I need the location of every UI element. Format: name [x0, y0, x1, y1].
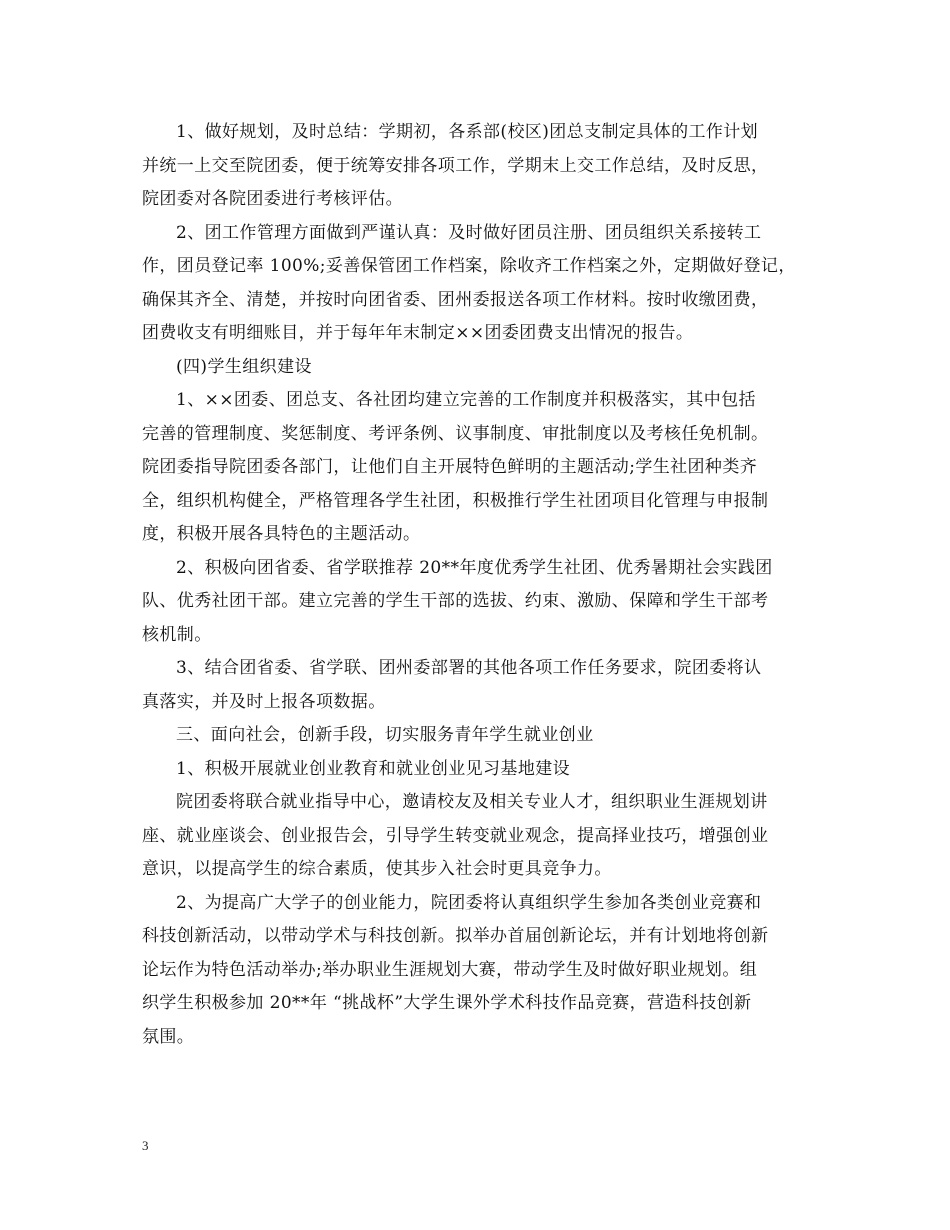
- text-line: 1、××团委、团总支、各社团均建立完善的工作制度并积极落实，其中包括: [176, 390, 756, 410]
- text-line: 科技创新活动，以带动学术与科技创新。拟举办首届创新论坛，并有计划地将创新: [142, 926, 769, 946]
- text-line: 完善的管理制度、奖惩制度、考评条例、议事制度、审批制度以及考核任免机制。: [142, 423, 769, 444]
- text-line: 院团委对各院团委进行考核评估。: [142, 189, 403, 209]
- text-line: 真落实，并及时上报各项数据。: [142, 691, 386, 712]
- text-line: 2、为提高广大学子的创业能力，院团委将认真组织学生参加各类创业竞赛和: [176, 892, 762, 913]
- paragraph: [142, 753, 810, 787]
- paragraph: [142, 351, 810, 385]
- text-line: 院团委指导院团委各部门，让他们自主开展特色鲜明的主题活动;学生社团种类齐: [142, 457, 758, 477]
- text-line: 氛围。: [142, 1026, 195, 1047]
- text-line: (四)学生组织建设: [176, 356, 312, 377]
- paragraph: [142, 217, 810, 351]
- text-line: 1、做好规划，及时总结：学期初，各系部(校区)团总支制定具体的工作计划: [176, 122, 759, 142]
- text-line: 团费收支有明细账目，并于每年年末制定××团委团费支出情况的报告。: [142, 323, 694, 343]
- paragraph: [142, 552, 810, 653]
- text-line: 队、优秀社团干部。建立完善的学生干部的选拔、约束、激励、保障和学生干部考: [142, 591, 769, 611]
- text-line: 全，组织机构健全，严格管理各学生社团，积极推行学生社团项目化管理与申报制: [142, 490, 769, 511]
- paragraph: [142, 786, 810, 887]
- text-line: 织学生积极参加 20**年 “挑战杯”大学生课外学术科技作品竞赛，营造科技创新: [142, 993, 752, 1013]
- paragraph: [142, 116, 810, 217]
- text-line: 核机制。: [142, 624, 212, 645]
- text-line: 座、就业座谈会、创业报告会，引导学生转变就业观念，提高择业技巧，增强创业: [142, 825, 769, 846]
- text-line: 确保其齐全、清楚，并按时向团省委、团州委报送各项工作材料。按时收缴团费，: [142, 289, 769, 310]
- paragraph: [142, 719, 810, 753]
- document-body: [142, 116, 810, 1054]
- text-line: 度，积极开展各具特色的主题活动。: [142, 524, 421, 544]
- page-number: 3: [142, 1138, 149, 1153]
- text-line: 1、积极开展就业创业教育和就业创业见习基地建设: [176, 758, 571, 779]
- paragraph: [142, 887, 810, 1055]
- text-line: 意识，以提高学生的综合素质，使其步入社会时更具竞争力。: [142, 859, 612, 879]
- text-line: 2、积极向团省委、省学联推荐 20**年度优秀学生社团、优秀暑期社会实践团: [176, 557, 773, 578]
- text-line: 三、面向社会，创新手段，切实服务青年学生就业创业: [176, 725, 594, 745]
- text-line: 并统一上交至院团委，便于统筹安排各项工作，学期末上交工作总结，及时反思，: [142, 155, 769, 176]
- text-line: 2、团工作管理方面做到严谨认真：及时做好团员注册、团员组织关系接转工: [176, 222, 762, 243]
- text-line: 作，团员登记率 100%;妥善保管团工作档案，除收齐工作档案之外，定期做好登记，: [142, 256, 796, 276]
- paragraph: [142, 384, 810, 552]
- paragraph: [142, 652, 810, 719]
- text-line: 3、结合团省委、省学联、团州委部署的其他各项工作任务要求，院团委将认: [176, 658, 762, 678]
- text-line: 院团委将联合就业指导中心，邀请校友及相关专业人才，组织职业生涯规划讲: [176, 792, 768, 812]
- text-line: 论坛作为特色活动举办;举办职业生涯规划大赛，带动学生及时做好职业规划。组: [142, 959, 758, 980]
